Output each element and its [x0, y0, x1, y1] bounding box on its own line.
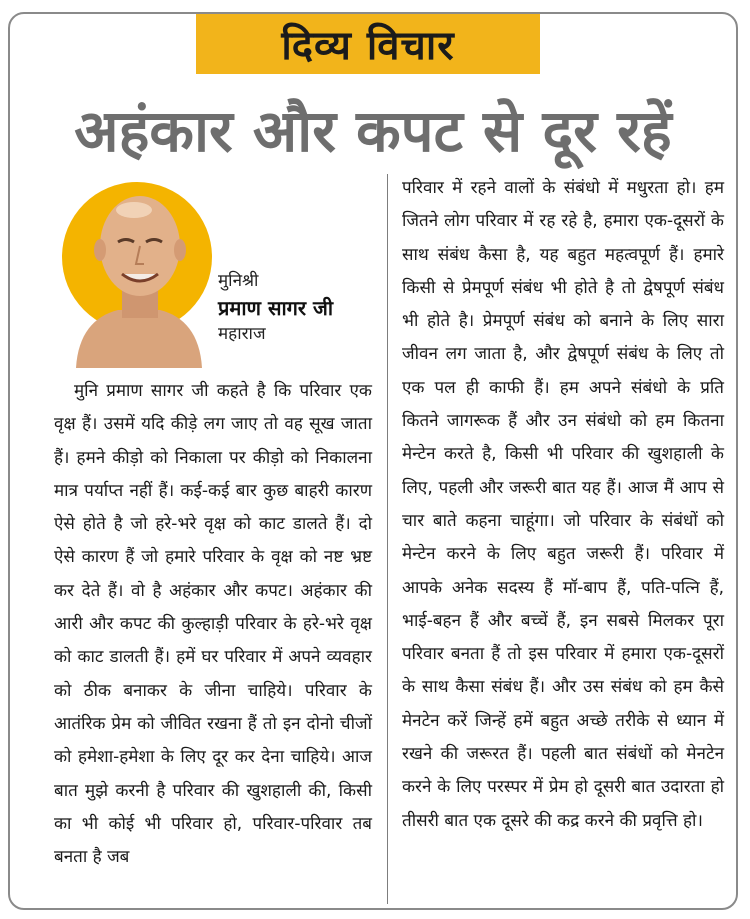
article-right-column [402, 172, 724, 838]
author-suffix: महाराज [218, 324, 266, 344]
article-frame [8, 12, 738, 910]
author-box [46, 172, 386, 386]
author-portrait [72, 184, 206, 368]
author-prefix: मुनिश्री [218, 271, 259, 291]
section-title: दिव्य विचार [281, 22, 455, 69]
author-name: प्रमाण सागर जी [218, 296, 334, 320]
right-column-text: परिवार में रहने वालों के संबंधो में मधुरता हो। हम जितने लोग परिवार में रह रहे है, हमारा एक-दूसरों के साथ संबंध कैसा है, यह बहुत महत्वपूर्ण हैं। हमारे किसी से प्रेमपूर्ण संबंध भी होते है तो द्वेषपूर्ण संबंध भी होते है। प्रेमपूर्ण संबंध को बनाने के लिए सारा जीवन लग जाता है, और द्वेषपूर्ण संबंध के लिए तो एक पल ही काफी हैं। हम अपने संबंधो के प्रति कितने जागरूक हैं और उन संबंधो को हम कितना मेन्टेन करते है, किसी भी परिवार की खुशहाली के लिए, पहली और जरूरी बात यह हैं। आज मैं आप से चार बाते कहना चाहूंगा। जो परिवार के संबंधों को मेन्टेन करने के लिए बहुत जरूरी हैं। परिवार में आपके अनेक सदस्य हैं मॉ-बाप हैं, पति-पत्नि हैं, भाई-बहन हैं और बच्चें हैं, इन सबसे मिलकर पूरा परिवार बनता हैं तो इस परिवार में हमारा एक-दूसरों के साथ कैसा संबंध हैं। और उस संबंध को हम कैसे मेनटेन करें जिन्हें हमें बहुत अच्छे तरीके से ध्यान में रखने की जरूरत हैं। पहली बात संबंधों को मेनटेन करने के लिए परस्पर में प्रेम हो दूसरी बात उदारता हो तीसरी बात एक दूसरे की कद्र करने की प्रवृत्ति हो। [402, 178, 724, 831]
left-column-text: मुनि प्रमाण सागर जी कहते है कि परिवार एक वृक्ष हैं। उसमें यदि कीड़े लग जाए तो वह सूख जाता हैं। हमने कीड़ो को निकाला पर कीड़ो को निकालना मात्र पर्याप्त नहीं हैं। कई-कई बार कुछ बाहरी कारण ऐसे होते है जो हरे-भरे वृक्ष को काट डालते हैं। दो ऐसे कारण हैं जो हमारे परिवार के वृक्ष को नष्ट भ्रष्ट कर देते हैं। वो है अहंकार और कपट। अहंकार की आरी और कपट की कुल्हाड़ी परिवार के हरे-भरे वृक्ष को काट डालती हैं। हमें घर परिवार में अपने व्यवहार को ठीक बनाकर के जीना चाहिये। परिवार के आतंरिक प्रेम को जीवित रखना हैं तो इन दोनो चीजों को हमेशा-हमेशा के लिए दूर कर देना चाहिये। आज बात मुझे करनी है परिवार की खुशहाली की, किसी का भी कोई भी परिवार हो, परिवार-परिवार तब बनता है जब [54, 381, 372, 868]
section-banner [196, 12, 540, 74]
author-caption [218, 270, 383, 346]
article-headline: अहंकार और कपट से दूर रहें [74, 97, 672, 165]
column-divider [387, 174, 388, 904]
article-left-column [54, 375, 372, 874]
